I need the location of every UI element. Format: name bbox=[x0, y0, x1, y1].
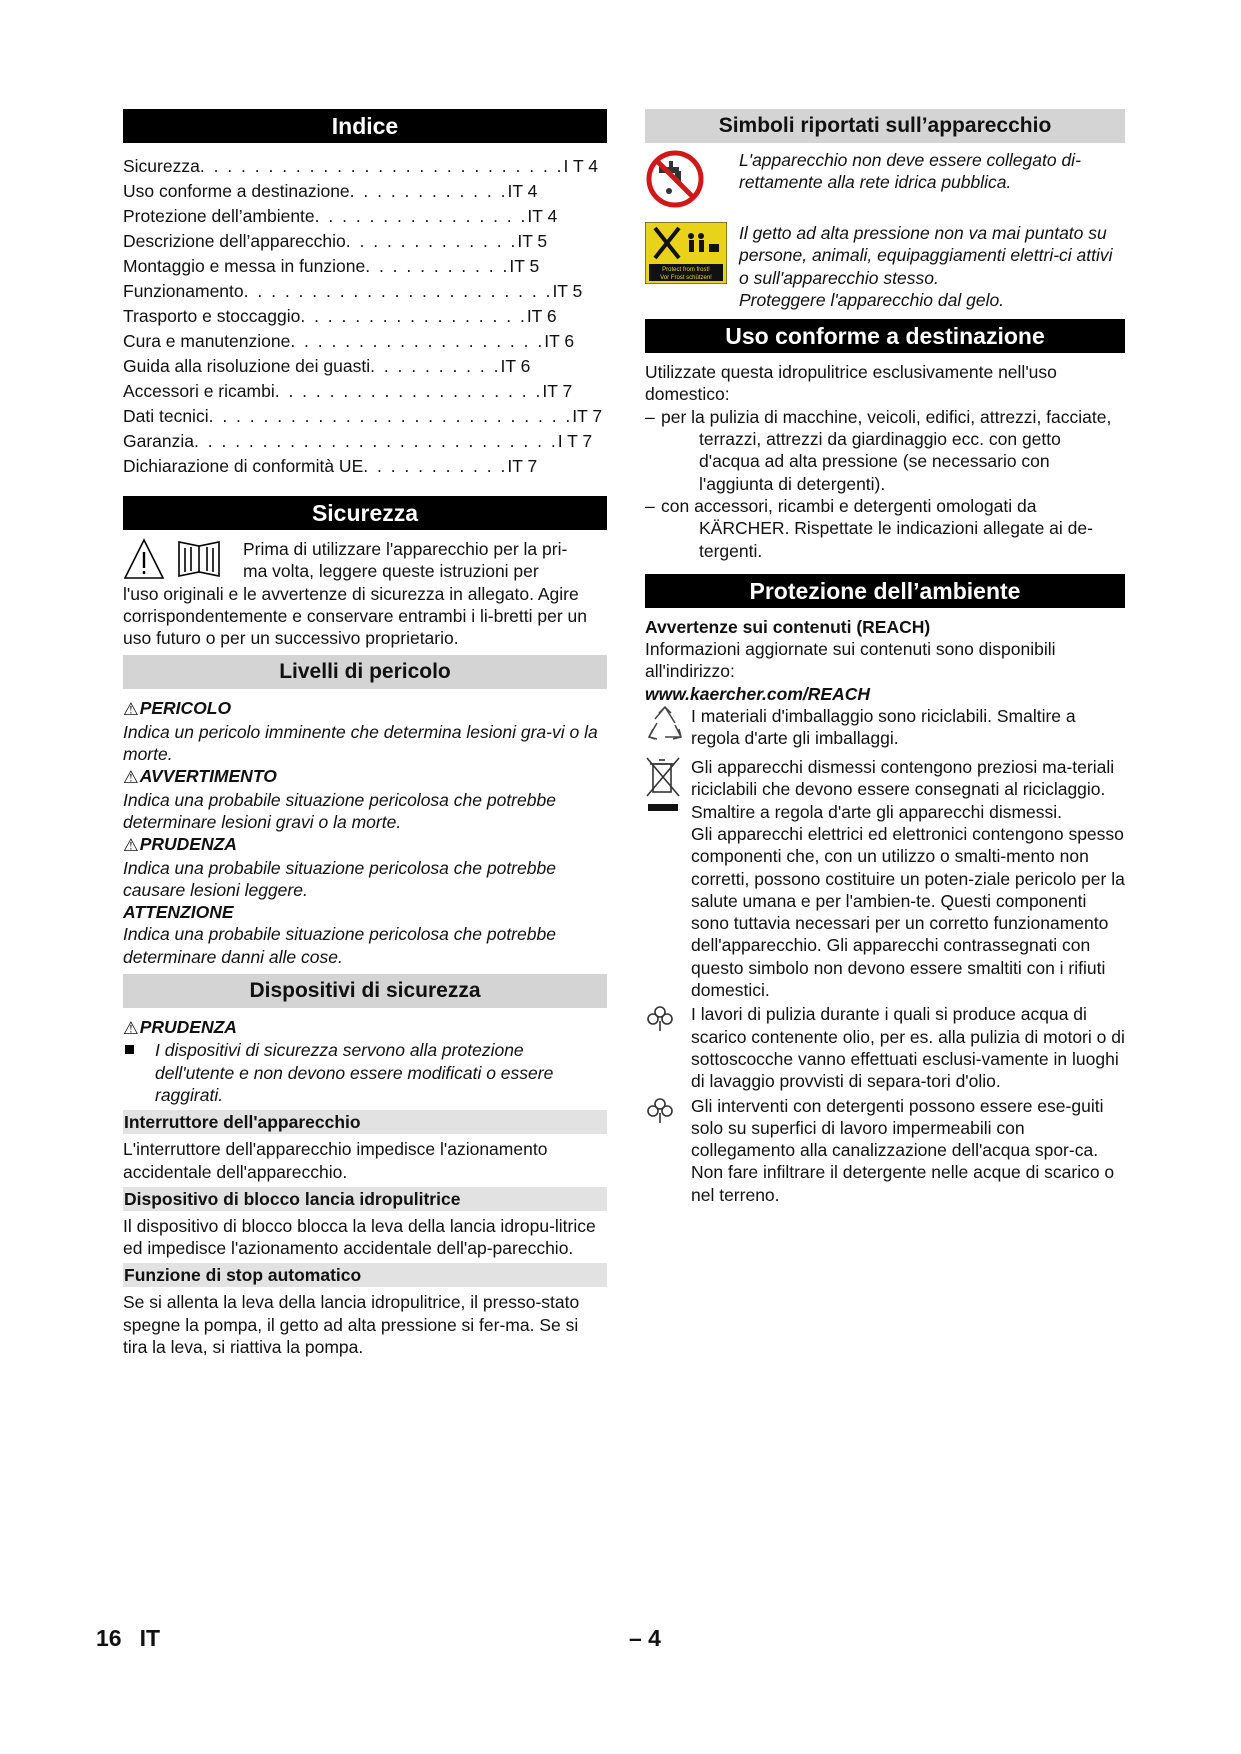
table-of-contents bbox=[123, 154, 607, 479]
detergent-row bbox=[645, 1095, 1125, 1206]
right-column bbox=[645, 109, 1125, 1206]
warning-triangle-icon: ⚠ bbox=[123, 1018, 139, 1039]
safety-intro-line1: Prima di utilizzare l'apparecchio per la pri- bbox=[243, 539, 568, 559]
reach-title: Avvertenze sui contenuti (REACH) bbox=[645, 616, 931, 637]
subsection-switch-text: L'interruttore dell'apparecchio impedisce l'azionamento accidentale dell'apparecchio. bbox=[123, 1139, 548, 1182]
intended-use-heading: Uso conforme a destinazione bbox=[645, 319, 1125, 353]
symbol-text-jet: Il getto ad alta pressione non va mai puntato su persone, animali, equipaggiamenti elettri-ci attivi o sull'apparecchio stesso. bbox=[739, 223, 1113, 288]
oil-text: I lavori di pulizia durante i quali si produce acqua di scarico contenente olio, per es. alla pulizia di motori o di sottoscocche vanno effettuati esclusi-vamente in luoghi di lavaggio provvisti di separa-tori d'olio. bbox=[691, 1004, 1125, 1092]
footer-language: IT bbox=[139, 1625, 161, 1651]
warning-triangle-icon: ⚠ bbox=[123, 767, 139, 788]
toc-entry-dots: . . . . . . . . . . . . . . . . . . . bbox=[290, 331, 545, 351]
toc-entry-page: IT 5 bbox=[552, 281, 583, 301]
footer-page-number: 16 bbox=[96, 1625, 122, 1651]
no-water-connection-icon bbox=[645, 149, 739, 214]
toc-entry-title: Descrizione dell’apparecchio bbox=[123, 231, 346, 251]
toc-entry[interactable] bbox=[123, 279, 607, 304]
toc-entry-title: Protezione dell’ambiente bbox=[123, 206, 315, 226]
intended-use-item: – con accessori, ricambi e detergenti omologati da KÄRCHER. Rispettate le indicazioni allegate ai de-tergenti. bbox=[645, 495, 1093, 561]
toc-entry-dots: . . . . . . . . . . . . . . . . . . . . . . . . . . . bbox=[194, 431, 558, 451]
toc-entry-dots: . . . . . . . . . . . . . . . . . . . . bbox=[274, 381, 543, 401]
footer-section-number: – 4 bbox=[629, 1625, 661, 1651]
toc-entry[interactable] bbox=[123, 229, 607, 254]
safety-devices-body bbox=[123, 1016, 607, 1358]
toc-entry-dots: . . . . . . . . . . . . . . . . . . . . . . . . . . . bbox=[208, 406, 573, 426]
toc-entry[interactable] bbox=[123, 179, 607, 204]
toc-entry[interactable] bbox=[123, 354, 607, 379]
danger-label-attenzione: ATTENZIONE bbox=[123, 902, 234, 923]
weee-row bbox=[645, 756, 1125, 1001]
toc-entry-title: Funzionamento bbox=[123, 281, 244, 301]
toc-entry[interactable] bbox=[123, 454, 607, 479]
toc-entry-title: Cura e manutenzione bbox=[123, 331, 291, 351]
safety-icons bbox=[123, 538, 243, 582]
toc-entry-title: Uso conforme a destinazione bbox=[123, 181, 350, 201]
environment-body bbox=[645, 616, 1125, 1206]
packaging-text: I materiali d'imballaggio sono riciclabili. Smaltire a regola d'arte gli imballaggi. bbox=[691, 706, 1076, 749]
safety-devices-heading: Dispositivi di sicurezza bbox=[123, 974, 607, 1008]
index-heading: Indice bbox=[123, 109, 607, 143]
toc-entry-title: Garanzia bbox=[123, 431, 195, 451]
danger-text-pericolo: Indica un pericolo imminente che determina lesioni gra-vi o la morte. bbox=[123, 721, 598, 765]
toc-entry-title: Dichiarazione di conformità UE bbox=[123, 456, 364, 476]
symbols-heading: Simboli riportati sull’apparecchio bbox=[645, 109, 1125, 143]
toc-entry-page: IT 7 bbox=[507, 456, 538, 476]
toc-entry-page: IT 5 bbox=[509, 256, 540, 276]
toc-entry-title: Accessori e ricambi bbox=[123, 381, 275, 401]
environment-icon bbox=[645, 1003, 691, 1038]
svg-text:Vor Frost schützen!: Vor Frost schützen! bbox=[660, 275, 712, 281]
toc-entry-title: Trasporto e stoccaggio bbox=[123, 306, 301, 326]
caution-label: ⚠PRUDENZA bbox=[123, 1017, 237, 1039]
symbol-row-jet bbox=[645, 222, 1125, 311]
danger-label-prudenza: ⚠PRUDENZA bbox=[123, 834, 237, 856]
subsection-lock-text: Il dispositivo di blocco blocca la leva della lancia idropu-litrice ed impedisce l'azionamento accidentale dell'ap-parecchio. bbox=[123, 1215, 596, 1259]
caution-bullet bbox=[123, 1039, 607, 1106]
weee-text-1: Gli apparecchi dismessi contengono preziosi ma-teriali riciclabili che devono essere consegnati al riciclaggio. Smaltire a regola d'arte gli apparecchi dismessi. bbox=[691, 757, 1115, 822]
toc-entry-title: Sicurezza bbox=[123, 156, 200, 176]
safety-intro-line2: ma volta, leggere queste istruzioni per bbox=[243, 561, 539, 582]
toc-entry-page: IT 7 bbox=[542, 381, 573, 401]
danger-label-pericolo: ⚠PERICOLO bbox=[123, 698, 232, 720]
no-jet-frost-label-icon bbox=[645, 222, 739, 289]
toc-entry-dots: . . . . . . . . . . bbox=[370, 356, 501, 376]
oil-row bbox=[645, 1003, 1125, 1092]
square-bullet-icon bbox=[125, 1045, 134, 1054]
toc-entry-page: IT 4 bbox=[507, 181, 538, 201]
toc-entry-dots: . . . . . . . . . . . . . . . . bbox=[314, 206, 528, 226]
toc-entry-dots: . . . . . . . . . . . . . . . . . . . . . . . . . . . bbox=[199, 156, 564, 176]
toc-entry[interactable] bbox=[123, 204, 607, 229]
toc-entry[interactable] bbox=[123, 254, 607, 279]
warning-book-icon bbox=[123, 538, 241, 582]
toc-entry-page: IT 5 bbox=[517, 231, 548, 251]
toc-entry[interactable] bbox=[123, 154, 607, 179]
toc-entry[interactable] bbox=[123, 379, 607, 404]
footer-page-label bbox=[96, 1625, 160, 1652]
toc-entry-page: I T 4 bbox=[563, 156, 598, 176]
symbol-row-water bbox=[645, 149, 1125, 214]
subsection-autostop-text: Se si allenta la leva della lancia idropulitrice, il presso-stato spegne la pompa, il getto ad alta pressione si fer-ma. Se si tira la leva, si riattiva la pompa. bbox=[123, 1292, 580, 1358]
toc-entry[interactable] bbox=[123, 429, 607, 454]
toc-entry-page: IT 6 bbox=[500, 356, 531, 376]
crossed-bin-icon bbox=[645, 756, 691, 825]
toc-entry-dots: . . . . . . . . . . . . . . . . . bbox=[300, 306, 527, 326]
danger-levels-list bbox=[123, 697, 607, 968]
toc-entry[interactable] bbox=[123, 329, 607, 354]
danger-levels-heading: Livelli di pericolo bbox=[123, 655, 607, 689]
danger-label-avvertimento: ⚠AVVERTIMENTO bbox=[123, 766, 277, 788]
toc-entry-dots: . . . . . . . . . . . . bbox=[349, 181, 508, 201]
symbol-text-water: L'apparecchio non deve essere collegato di-rettamente alla rete idrica pubblica. bbox=[739, 150, 1081, 193]
toc-entry-page: I T 7 bbox=[557, 431, 593, 451]
left-column bbox=[123, 109, 607, 1358]
reach-text: Informazioni aggiornate sui contenuti sono disponibili all'indirizzo: bbox=[645, 639, 1056, 682]
recycling-icon bbox=[645, 705, 691, 754]
toc-entry-title: Guida alla risoluzione dei guasti bbox=[123, 356, 371, 376]
packaging-row bbox=[645, 705, 1125, 754]
toc-entry-title: Montaggio e messa in funzione bbox=[123, 256, 366, 276]
toc-entry-title: Dati tecnici bbox=[123, 406, 209, 426]
reach-url[interactable]: www.kaercher.com/REACH bbox=[645, 683, 870, 704]
safety-intro bbox=[123, 538, 607, 649]
toc-entry-dots: . . . . . . . . . . . . . bbox=[345, 231, 518, 251]
detergent-text: Gli interventi con detergenti possono essere ese-guiti solo su superfici di lavoro impermeabili con collegamento alla canalizzazione dell'acqua spor-ca. Non fare infiltrare il detergente nelle acque di scarico o nel terreno. bbox=[691, 1095, 1115, 1205]
subsection-switch-title: Interruttore dell'apparecchio bbox=[123, 1110, 607, 1134]
safety-intro-rest: l'uso originali e le avvertenze di sicurezza in allegato. Agire corrispondentemente e conservare entrambi i li-bretti per un uso futuro o per un successivo proprietario. bbox=[123, 583, 587, 649]
environment-heading: Protezione dell’ambiente bbox=[645, 574, 1125, 608]
intended-use-intro: Utilizzate questa idropulitrice esclusivamente nell'uso domestico: bbox=[645, 362, 1057, 405]
toc-entry[interactable] bbox=[123, 304, 607, 329]
toc-entry-page: IT 7 bbox=[572, 406, 603, 426]
danger-text-prudenza: Indica una probabile situazione pericolosa che potrebbe causare lesioni leggere. bbox=[123, 857, 556, 900]
toc-entry-page: IT 6 bbox=[526, 306, 557, 326]
intended-use-item: – per la pulizia di macchine, veicoli, edifici, attrezzi, facciate, terrazzi, attrezzi da giardinaggio ecc. con getto d'acqua ad alta pressione (se necessario con l'aggiunta di detergenti). bbox=[645, 406, 1112, 494]
weee-text-2: Gli apparecchi elettrici ed elettronici contengono spesso componenti che, con un utilizzo o smalti-mento non corretti, possono costituire un poten-ziale pericolo per la salute umana e per l'ambien-te. Questi componenti sono tuttavia necessari per un corretto funzionamento dell'apparecchio. Gli apparecchi contrassegnati con questo simbolo non devono essere smaltiti con i rifiuti domestici. bbox=[691, 823, 1125, 1001]
toc-entry-dots: . . . . . . . . . . . bbox=[363, 456, 508, 476]
toc-entry-dots: . . . . . . . . . . . bbox=[365, 256, 510, 276]
safety-heading: Sicurezza bbox=[123, 496, 607, 530]
environment-icon bbox=[645, 1095, 691, 1130]
intended-use-body bbox=[645, 361, 1125, 562]
toc-entry[interactable] bbox=[123, 404, 607, 429]
caution-text: I dispositivi di sicurezza servono alla protezione dell'utente e non devono essere modificati o essere raggirati. bbox=[155, 1040, 554, 1105]
subsection-autostop-title: Funzione di stop automatico bbox=[123, 1263, 607, 1287]
danger-text-avvertimento: Indica una probabile situazione pericolosa che potrebbe determinare lesioni gravi o la morte. bbox=[123, 789, 556, 832]
warning-triangle-icon: ⚠ bbox=[123, 699, 139, 720]
toc-entry-dots: . . . . . . . . . . . . . . . . . . . . . . . bbox=[243, 281, 553, 301]
toc-entry-page: IT 6 bbox=[544, 331, 575, 351]
svg-text:Protect from frost!: Protect from frost! bbox=[662, 267, 710, 273]
subsection-lock-title: Dispositivo di blocco lancia idropulitrice bbox=[123, 1187, 607, 1211]
toc-entry-page: IT 4 bbox=[527, 206, 558, 226]
danger-text-attenzione: Indica una probabile situazione pericolosa che potrebbe determinare danni alle cose. bbox=[123, 924, 556, 967]
warning-triangle-icon: ⚠ bbox=[123, 835, 139, 856]
symbol-text-frost: Proteggere l'apparecchio dal gelo. bbox=[739, 289, 1005, 310]
